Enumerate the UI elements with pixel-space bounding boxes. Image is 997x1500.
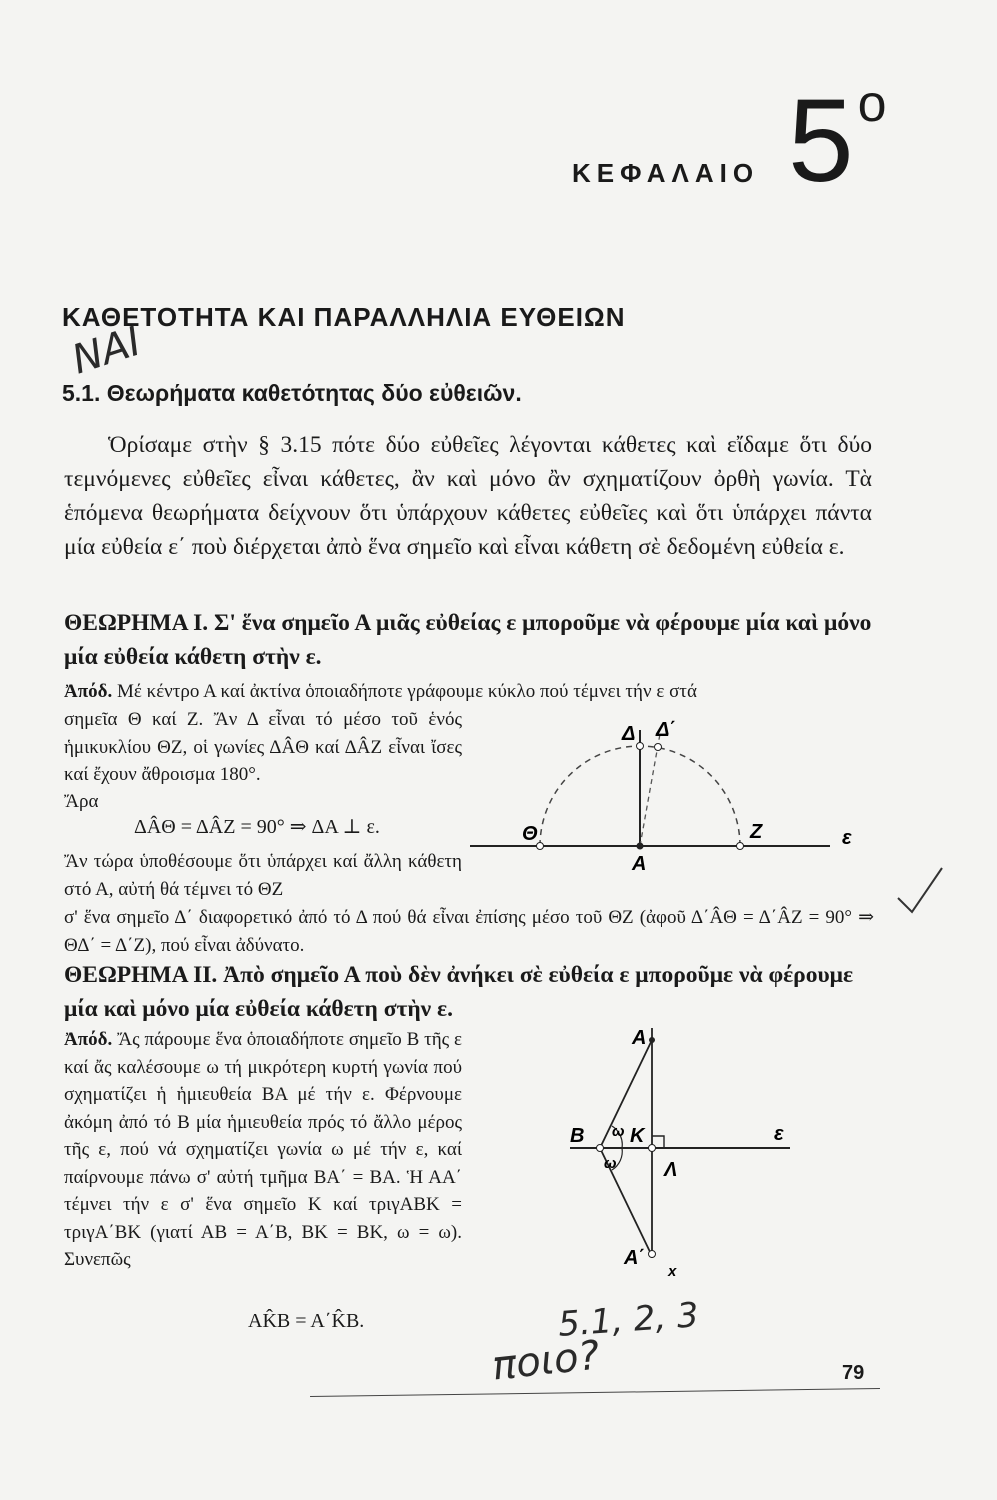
theorem-1-ara: Ἄρα — [64, 791, 99, 812]
fig2-label-x: x — [668, 1263, 677, 1280]
intro-paragraph: Ὁρίσαμε στὴν § 3.15 πότε δύο εὐθεῖες λέγονται κάθετες καὶ εἴδαμε ὅτι δύο τεμνόμενες εὐθεῖες εἶναι κάθετες, ἂν καὶ μόνο ἂν σχηματίζουν ὀρθὴ γωνία. Τὰ ἑπόμενα θεωρήματα δείχνουν ὅτι ὑπάρχουν κάθετες εὐθεῖες καὶ ὅτι ὑπάρχει πάντα μία εὐθεία ε΄ ποὺ διέρχεται ἀπὸ ἕνα σημεῖο καὶ εἶναι κάθετη σὲ δεδομένη εὐθεία ε. — [64, 432, 872, 560]
theorem-2-statement: ΘΕΩΡΗΜΑ ΙΙ. Ἀπὸ σημεῖο Α ποὺ δὲν ἀνήκει σὲ εὐθεία ε μποροῦμε νὰ φέρουμε μία καὶ μόνο μία εὐθεία κάθετη στὴν ε. — [64, 962, 854, 1022]
fig2-label-b: B — [570, 1125, 585, 1147]
fig2-point-k — [649, 1145, 656, 1152]
fig2-point-b — [597, 1145, 604, 1152]
fig1-label-z: Z — [750, 821, 763, 843]
theorem-1-proof-line1 — [64, 678, 874, 706]
theorem-1-statement: ΘΕΩΡΗΜΑ Ι. Σ' ἕνα σημεῖο Α μιᾶς εὐθείας ε μποροῦμε νὰ φέρουμε μία καὶ μόνο μία εὐθεία κάθετη στὴν ε. — [64, 610, 872, 670]
theorem-1-proof-part4: σ' ἕνα σημεῖο Δ΄ διαφορετικό ἀπό τό Δ πού θά εἶναι ἐπίσης μέσο τοῦ ΘZ (ἀφοῦ Δ΄ÂΘ = Δ΄ÂZ = 90° ⇒ ΘΔ΄ = Δ΄Z), πού εἶναι ἀδύνατο. — [64, 907, 874, 956]
fig1-point-z — [737, 843, 744, 850]
theorem-1-proof-line1-text: Μέ κέντρο Α καί ἀκτίνα ὁποιαδήποτε γράφουμε κύκλο πού τέμνει τήν ε στά — [117, 681, 697, 702]
theorem-1-proof-label: Ἀπόδ. — [64, 681, 113, 702]
fig1-point-a — [637, 843, 644, 850]
bleed-through-text — [72, 88, 892, 118]
fig2-label-k: K — [630, 1125, 645, 1147]
theorem-1-proof-part3: Ἄν τώρα ὑποθέσουμε ὅτι ὑπάρχει καί ἄλλη κάθετη στό Α, αὐτή θά τέμνει τό ΘZ — [64, 851, 462, 900]
fig1-label-e: ε — [842, 827, 852, 849]
chapter-number — [788, 75, 887, 207]
chapter-number-value: 5 — [788, 75, 854, 207]
page-number: 79 — [842, 1362, 865, 1384]
chapter-title: ΚΑΘΕΤΟΤΗΤΑ ΚΑΙ ΠΑΡΑΛΛΗΛΙΑ ΕΥΘΕΙΩΝ — [62, 302, 626, 332]
fig2-label-w1: ω — [612, 1123, 625, 1140]
theorem-2-proof — [64, 1026, 462, 1274]
fig2-label-w2: ω — [604, 1155, 617, 1172]
fig1-label-dp: Δ΄ — [656, 719, 677, 741]
handwritten-mark-3: ποιο? — [489, 1332, 602, 1390]
chapter-word: ΚΕΦΑΛΑΙΟ — [572, 158, 760, 188]
handwritten-mark-1: ΝΑΙ — [66, 318, 147, 384]
chapter-number-sup: ο — [857, 75, 887, 133]
handwritten-mark-2: 5.1, 2, 3 — [556, 1295, 700, 1345]
handwritten-check-icon — [890, 862, 950, 922]
fig2-label-l: Λ — [664, 1159, 678, 1181]
bottom-rule — [310, 1388, 880, 1397]
fig1-label-d: Δ — [622, 723, 636, 745]
fig2-label-ap: A΄ — [624, 1247, 646, 1269]
theorem-2-equation: AK̂B = A΄K̂B. — [248, 1310, 365, 1332]
theorem-2-proof-label: Ἀπόδ. — [64, 1029, 113, 1050]
theorem-1-equation: ΔÂΘ = ΔÂZ = 90° ⇒ ΔΑ ⊥ ε. — [134, 816, 380, 838]
fig2-point-ap — [649, 1251, 656, 1258]
section-title: 5.1. Θεωρήματα καθετότητας δύο εὐθειῶν. — [62, 380, 522, 406]
fig1-point-d — [637, 743, 644, 750]
fig1-label-a: A — [632, 853, 647, 875]
theorem-2-proof-text: Ἄς πάρουμε ἕνα ὁποιαδήποτε σημεῖο Β τῆς ε καί ἄς καλέσουμε ω τή μικρότερη κυρτή γωνία πού σχηματίζει ἡ ἡμιευθεία ΒΑ μέ τήν ε. Φέρνουμε ἀκόμη ἀπό τό Β μία ἡμιευθεία πρός τό ἄλλο μέρος τῆς ε, πού νά σχηματίζει γωνία ω μέ τήν ε, καί παίρνουμε πάνω σ' αὐτή τμῆμα ΒΑ΄ = ΒΑ. Ἡ ΑΑ΄ τέμνει τήν ε σ' ἕνα σημεῖο Κ καί τριγΑΒΚ = τριγΑ΄ΒΚ (γιατί ΑΒ = Α΄Β, ΒΚ = ΒΚ, ω = ω). Συνεπῶς — [64, 1029, 462, 1270]
fig2-label-a: A — [632, 1027, 647, 1049]
fig1-label-theta: Θ — [522, 823, 538, 845]
fig1-point-dp — [655, 744, 662, 751]
figure-1 — [470, 712, 910, 882]
figure-2 — [560, 1018, 820, 1288]
fig2-point-a — [649, 1037, 655, 1043]
fig2-label-e: ε — [774, 1123, 784, 1145]
theorem-1-proof-part2: σημεῖα Θ καί Ζ. Ἄν Δ εἶναι τό μέσο τοῦ ἑνός ἡμικυκλίου ΘΖ, οἱ γωνίες ΔÂΘ καί ΔÂZ εἶναι ἴσες καί ἔχουν ἄθροισμα 180°. — [64, 709, 462, 785]
